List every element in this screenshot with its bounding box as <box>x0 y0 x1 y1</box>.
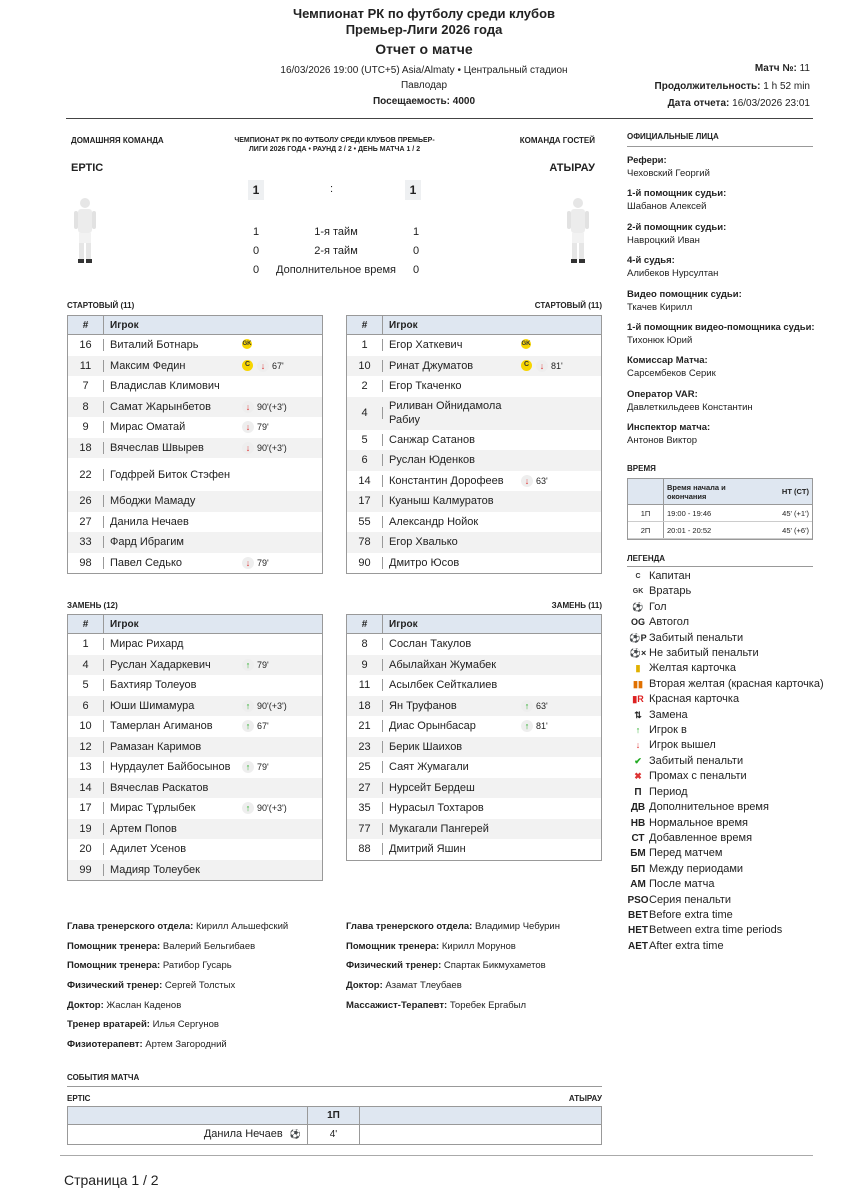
player-number: 22 <box>68 469 104 481</box>
report-date: Дата отчета: 16/03/2026 23:01 <box>667 98 810 109</box>
player-row <box>68 532 322 553</box>
home-kit-icon <box>70 195 100 265</box>
player-name: Александр Нойок <box>389 515 479 528</box>
player-row <box>68 417 322 438</box>
player-number: 4 <box>68 659 104 671</box>
player-number: 17 <box>347 495 383 507</box>
player-name: Саят Жумагали <box>389 761 469 774</box>
player-number: 13 <box>68 761 104 773</box>
player-name: Максим Федин <box>110 359 186 372</box>
penalty-scored-icon: ⚽P <box>629 632 647 643</box>
yellow-card-icon: ▮ <box>635 663 641 674</box>
player-row <box>347 798 601 819</box>
legend-item: ▮R Красная карточка <box>627 692 827 707</box>
player-number: 8 <box>347 638 383 650</box>
player-number: 8 <box>68 401 104 413</box>
player-name: Юши Шимамура <box>110 699 195 712</box>
period-row: 0 Дополнительное время 0 <box>252 263 420 276</box>
player-row <box>68 798 322 819</box>
legend-item: BET Before extra time <box>627 908 827 923</box>
goal-icon: ⚽ <box>632 601 644 612</box>
player-number: 11 <box>347 679 383 691</box>
away-starting-label: СТАРТОВЫЙ (11) <box>534 301 602 310</box>
legend-title: ЛЕГЕНДА <box>627 554 666 563</box>
legend-item: ▮ Желтая карточка <box>627 661 827 676</box>
player-name: Самат Жарынбетов <box>110 400 212 413</box>
away-subs-table: # Игрок 8 Сослан Такулов 9 Абылайхан Жумабек 11 Асылбек Сейткалиев 18 Ян Труфанов ↑ 63' 21 Диас Орынбасар ↑ 81' 23 Берик Шаихов 25 Саят Жумагали 27 Нурсейт Бердеш 35 Нурасыл Тохтаров 77 Мукагали Пангерей 88 Дмитрий Яшин <box>346 614 602 861</box>
substitution-time: 67' <box>272 360 284 371</box>
player-row <box>68 458 322 491</box>
player-number: 35 <box>347 802 383 814</box>
official-entry: Инспектор матча: Антонов Виктор <box>627 422 711 447</box>
score-separator: : <box>330 183 334 195</box>
staff-member: Помощник тренера: Кирилл Морунов <box>346 940 516 952</box>
added-time-abbr: СТ <box>631 832 645 844</box>
player-number: 5 <box>68 679 104 691</box>
player-number: 10 <box>68 720 104 732</box>
legend-item: PSO Серия пенальти <box>627 893 827 908</box>
player-name: Мирас Рихард <box>110 638 184 651</box>
substitution-time: 90'(+3') <box>257 700 287 711</box>
red-card-icon: ▮R <box>632 694 644 705</box>
player-number: 77 <box>347 823 383 835</box>
home-starting-label: СТАРТОВЫЙ (11) <box>67 301 135 310</box>
player-row <box>68 696 322 717</box>
away-team-label: КОМАНДА ГОСТЕЙ <box>519 136 595 145</box>
staff-member: Физический тренер: Спартак Бикмухаметов <box>346 960 546 972</box>
player-row <box>68 675 322 696</box>
player-row <box>68 335 322 356</box>
player-name: Адилет Усенов <box>110 843 187 856</box>
official-entry: Видео помощник судьи: Ткачев Кирилл <box>627 288 742 313</box>
events-divider <box>67 1086 602 1087</box>
player-row <box>68 491 322 512</box>
home-subs-label: ЗАМЕНЬ (12) <box>67 601 118 610</box>
player-name: Артем Попов <box>110 822 177 835</box>
player-row <box>347 430 601 451</box>
player-name: Мбоджи Мамаду <box>110 495 196 508</box>
player-row <box>347 376 601 397</box>
staff-member: Глава тренерского отдела: Владимир Чебурин <box>346 921 560 932</box>
legend-item: АМ После матча <box>627 877 827 892</box>
player-out-icon: ↓ <box>635 740 641 751</box>
away-team-name: АТЫРАУ <box>549 162 595 174</box>
before-extra-time-abbr: BET <box>628 909 648 921</box>
legend-item: БП Между периодами <box>627 862 827 877</box>
player-in-icon: ↑ <box>635 725 641 736</box>
player-row <box>68 716 322 737</box>
player-out-icon: ↓ <box>242 557 254 569</box>
player-name: Фард Ибрагим <box>110 536 184 549</box>
player-number: 21 <box>347 720 383 732</box>
official-entry: Рефери: Чеховский Георгий <box>627 155 710 179</box>
staff-member: Доктор: Азамат Тлеубаев <box>346 980 462 992</box>
player-number: 98 <box>68 557 104 569</box>
player-row <box>347 634 601 655</box>
legend-item: ⚽P Забитый пенальти <box>627 631 827 646</box>
player-number: 20 <box>68 843 104 855</box>
player-out-icon: ↓ <box>242 442 254 454</box>
player-number: 2 <box>347 380 383 392</box>
legend-item: ⚽ Гол <box>627 600 827 615</box>
player-out-icon: ↓ <box>536 360 548 372</box>
player-name: Рамазан Каримов <box>110 740 202 753</box>
player-name: Сослан Такулов <box>389 638 472 651</box>
player-number: 4 <box>347 407 383 419</box>
player-name: Дмитрий Яшин <box>389 843 466 856</box>
event-row: Данила Нечаев ⚽ 4' <box>68 1125 601 1144</box>
player-name: Мукагали Пангерей <box>389 822 489 835</box>
player-out-icon: ↓ <box>242 421 254 433</box>
player-number: 88 <box>347 843 383 855</box>
player-number: 78 <box>347 536 383 548</box>
player-number: 9 <box>68 421 104 433</box>
player-row <box>347 675 601 696</box>
officials-list <box>627 155 817 456</box>
period-scores <box>246 222 426 279</box>
player-number: 14 <box>68 782 104 794</box>
between-periods-abbr: БП <box>630 863 646 875</box>
player-in-icon: ↑ <box>242 659 254 671</box>
player-row <box>347 397 601 430</box>
player-name: Нурасыл Тохтаров <box>389 802 484 815</box>
player-name: Вячеслав Швырев <box>110 441 204 454</box>
player-name: Егор Хаткевич <box>389 339 463 352</box>
player-number: 27 <box>68 516 104 528</box>
player-name: Бахтияр Толеуов <box>110 679 197 692</box>
player-row <box>68 553 322 574</box>
player-name: Вячеслав Раскатов <box>110 781 209 794</box>
player-row <box>347 335 601 356</box>
player-number: 1 <box>347 339 383 351</box>
player-row <box>347 512 601 533</box>
player-row <box>347 737 601 758</box>
player-name: Санжар Сатанов <box>389 433 475 446</box>
player-row <box>68 376 322 397</box>
player-name: Абылайхан Жумабек <box>389 658 497 671</box>
player-name: Тамерлан Агиманов <box>110 720 213 733</box>
player-row <box>347 655 601 676</box>
player-row <box>347 532 601 553</box>
player-name: Руслан Хадаркевич <box>110 658 211 671</box>
match-city: Павлодар <box>400 80 448 91</box>
player-out-icon: ↓ <box>521 475 533 487</box>
player-name: Нурсейт Бердеш <box>389 781 475 794</box>
away-staff <box>346 920 616 1018</box>
player-name: Дмитро Юсов <box>389 556 460 569</box>
substitution-time: 79' <box>257 557 269 568</box>
legend-item: ✖ Промах с пенальти <box>627 769 827 784</box>
legend-item: C Капитан <box>627 569 827 584</box>
player-name: Годфрей Биток Стэфен <box>110 468 231 481</box>
substitution-icon: ⇅ <box>634 709 642 720</box>
match-number: Матч №: 11 <box>754 63 810 74</box>
player-row <box>68 737 322 758</box>
second-yellow-icon: ▮▮ <box>633 678 643 689</box>
player-out-icon: ↓ <box>242 401 254 413</box>
staff-member: Тренер вратарей: Илья Сергунов <box>67 1019 219 1031</box>
player-number: 10 <box>347 360 383 372</box>
away-score: 1 <box>405 180 421 200</box>
home-starting-table: # Игрок 16 Виталий Ботнарь GK 11 Максим Федин C ↓ 67' 7 Владислав Климович 8 Самат Жарынбетов ↓ 90'(+3') 9 Мирас Оматай ↓ 79' 18 Вячеслав Швырев ↓ 90'(+3') 22 Годфрей Биток Стэфен 26 Мбоджи Мамаду 27 Данила Нечаев 33 Фард Ибрагим 98 Павел Седько ↓ 79' <box>67 315 323 574</box>
player-row <box>347 450 601 471</box>
player-number: 12 <box>68 741 104 753</box>
period-row: 1 1-я тайм 1 <box>252 225 420 238</box>
player-row <box>68 655 322 676</box>
legend-item: ⚽× Не забитый пенальти <box>627 646 827 661</box>
player-number: 16 <box>68 339 104 351</box>
player-name: Мадияр Толеубек <box>110 863 200 876</box>
player-row <box>347 819 601 840</box>
player-row <box>68 860 322 881</box>
player-number: 7 <box>68 380 104 392</box>
page-number: Страница 1 / 2 <box>64 1172 159 1188</box>
substitution-time: 63' <box>536 475 548 486</box>
officials-title: ОФИЦИАЛЬНЫЕ ЛИЦА <box>627 132 719 141</box>
legend-item: AET After extra time <box>627 939 827 954</box>
player-out-icon: ↓ <box>257 360 269 372</box>
away-subs-label: ЗАМЕНЬ (11) <box>551 601 602 610</box>
before-match-abbr: БМ <box>630 848 646 860</box>
player-number: 99 <box>68 864 104 876</box>
events-away-team: АТЫРАУ <box>568 1094 602 1103</box>
player-row <box>68 397 322 418</box>
player-number: 6 <box>68 700 104 712</box>
player-name: Берик Шаихов <box>389 740 463 753</box>
substitution-time: 79' <box>257 762 269 772</box>
player-name: Ян Труфанов <box>389 699 457 712</box>
staff-member: Массажист-Терапевт: Торебек Ергабыл <box>346 999 527 1011</box>
goalkeeper-icon: GK <box>242 341 252 347</box>
player-row <box>347 839 601 860</box>
player-row <box>347 716 601 737</box>
legend-item: GK Вратарь <box>627 584 827 599</box>
official-entry: Оператор VAR: Давлеткильдеев Константин <box>627 388 753 413</box>
player-name: Диас Орынбасар <box>389 720 476 733</box>
period-row: 0 2-я тайм 0 <box>252 244 420 257</box>
competition-name: ЧЕМПИОНАТ РК ПО ФУТБОЛУ СРЕДИ КЛУБОВ ПРЕМЬЕР-ЛИГИ 2026 ГОДА • РАУНД 2 / 2 • ДЕНЬ МАТЧА 1 / 2 <box>234 137 435 153</box>
after-match-abbr: АМ <box>630 879 646 891</box>
player-row <box>347 778 601 799</box>
player-in-icon: ↑ <box>242 761 254 773</box>
legend-item: ▮▮ Вторая желтая (красная карточка) <box>627 677 827 692</box>
player-in-icon: ↑ <box>242 802 254 814</box>
player-name: Данила Нечаев <box>110 515 189 528</box>
player-row <box>68 438 322 459</box>
goalkeeper-icon: GK <box>521 341 531 347</box>
staff-member: Помощник тренера: Валерий Бельгибаев <box>67 940 256 952</box>
player-number: 11 <box>68 360 104 372</box>
legend-item: ✔ Забитый пенальти <box>627 754 827 769</box>
home-score: 1 <box>248 180 264 200</box>
substitution-time: 90'(+3') <box>257 803 287 813</box>
after-extra-time-abbr: AET <box>628 940 648 952</box>
player-name: Асылбек Сейткалиев <box>389 679 498 692</box>
legend-item: ↓ Игрок вышел <box>627 738 827 753</box>
player-in-icon: ↑ <box>242 700 254 712</box>
player-name: Виталий Ботнарь <box>110 339 199 352</box>
player-number: 17 <box>68 802 104 814</box>
player-row <box>347 491 601 512</box>
normal-time-abbr: НВ <box>630 817 646 829</box>
player-name: Нурдаулет Байбосынов <box>110 761 231 774</box>
player-number: 19 <box>68 823 104 835</box>
player-name: Руслан Юденков <box>389 454 476 467</box>
check-icon: ✔ <box>634 755 642 766</box>
substitution-time: 90'(+3') <box>257 442 287 453</box>
home-subs-table: # Игрок 1 Мирас Рихард 4 Руслан Хадаркевич ↑ 79' 5 Бахтияр Толеуов 6 Юши Шимамура ↑ 90'(+3') 10 Тамерлан Агиманов ↑ 67' 12 Рамазан Каримов 13 Нурдаулет Байбосынов ↑ 79' 14 Вячеслав Раскатов 17 Мирас Тұрлыбек ↑ 90'(+3') 19 Артем Попов 20 Адилет Усенов 99 Мадияр Толеубек <box>67 614 323 881</box>
player-row <box>68 819 322 840</box>
cross-icon: ✖ <box>634 771 642 782</box>
player-number: 18 <box>347 700 383 712</box>
player-number: 5 <box>347 434 383 446</box>
events-title: СОБЫТИЯ МАТЧА <box>67 1073 140 1082</box>
substitution-time: 90'(+3') <box>257 401 287 412</box>
goal-icon: ⚽ <box>289 1129 301 1139</box>
player-row <box>347 757 601 778</box>
report-subtitle: Отчет о матче <box>375 41 473 57</box>
events-home-team: ЕРТІС <box>67 1094 91 1103</box>
player-name: Павел Седько <box>110 556 182 569</box>
staff-member: Помощник тренера: Ратибор Гусарь <box>67 960 232 972</box>
player-row <box>68 778 322 799</box>
substitution-time: 81' <box>551 360 563 371</box>
captain-icon: C <box>521 360 532 371</box>
player-row <box>68 757 322 778</box>
penalty-shootout-abbr: PSO <box>627 894 649 906</box>
player-name: Куаныш Калмуратов <box>389 495 494 508</box>
legend-item: БМ Перед матчем <box>627 846 827 861</box>
player-row <box>347 696 601 717</box>
player-name: Мирас Оматай <box>110 421 186 434</box>
player-name: Константин Дорофеев <box>389 474 504 487</box>
player-in-icon: ↑ <box>521 720 533 732</box>
legend-item: П Период <box>627 785 827 800</box>
player-row <box>347 356 601 377</box>
period-abbr: П <box>634 786 642 798</box>
player-row <box>347 553 601 574</box>
player-number: 23 <box>347 741 383 753</box>
player-number: 26 <box>68 495 104 507</box>
player-name: Владислав Климович <box>110 380 220 393</box>
staff-member: Доктор: Жаслан Каденов <box>67 999 182 1011</box>
footer-divider <box>60 1155 813 1156</box>
player-number: 6 <box>347 454 383 466</box>
captain-icon: C <box>635 573 641 580</box>
time-table: Время начала и окончания HT (CT) 1П 19:00 - 19:46 45' (+1') 2П 20:01 - 20:52 45' (+6') <box>627 478 813 540</box>
legend-item: СТ Добавленное время <box>627 831 827 846</box>
player-in-icon: ↑ <box>242 720 254 732</box>
officials-divider <box>627 146 813 147</box>
official-entry: 4-й судья: Алибеков Нурсултан <box>627 255 719 280</box>
captain-icon: C <box>242 360 253 371</box>
substitution-time: 79' <box>257 659 269 670</box>
legend-item: НВ Нормальное время <box>627 816 827 831</box>
legend-list <box>627 569 827 954</box>
player-number: 25 <box>347 761 383 773</box>
player-in-icon: ↑ <box>521 700 533 712</box>
legend-item: ДВ Дополнительное время <box>627 800 827 815</box>
player-name: Егор Ткаченко <box>389 380 462 393</box>
player-number: 55 <box>347 516 383 528</box>
time-row: 2П 20:01 - 20:52 45' (+6') <box>628 522 812 539</box>
substitution-time: 81' <box>536 721 548 731</box>
staff-member: Глава тренерского отдела: Кирилл Альшефский <box>67 921 289 932</box>
between-extra-abbr: HET <box>628 925 648 937</box>
legend-item: OG Автогол <box>627 615 827 630</box>
header-divider <box>66 118 813 119</box>
staff-member: Физиотерапевт: Артем Загородний <box>67 1039 227 1051</box>
staff-member: Физический тренер: Сергей Толстых <box>67 980 236 992</box>
match-duration: Продолжительность: 1 h 52 min <box>654 81 810 92</box>
time-row: 1П 19:00 - 19:46 45' (+1') <box>628 505 812 522</box>
official-entry: Комиссар Матча: Сарсембеков Серик <box>627 355 716 380</box>
time-title: ВРЕМЯ <box>627 464 656 473</box>
legend-divider <box>627 566 813 567</box>
player-row <box>347 471 601 492</box>
report-title-line1: Чемпионат РК по футболу среди клубов <box>292 6 555 21</box>
attendance: Посещаемость: 4000 <box>372 96 476 107</box>
away-starting-table: # Игрок 1 Егор Хаткевич GK 10 Ринат Джуматов C ↓ 81' 2 Егор Ткаченко 4 Риливан Ойнидамола Рабиу 5 Санжар Сатанов 6 Руслан Юденков 14 Константин Дорофеев ↓ 63' 17 Куаныш Калмуратов 55 Александр Нойок 78 Егор Хвалько 90 Дмитро Юсов <box>346 315 602 574</box>
player-row <box>68 512 322 533</box>
home-staff <box>67 920 337 1058</box>
player-number: 1 <box>68 638 104 650</box>
events-table <box>67 1106 602 1145</box>
goalkeeper-icon: GK <box>632 588 644 596</box>
own-goal-icon: OG <box>630 617 645 628</box>
report-title-line2: Премьер-Лиги 2026 года <box>345 22 503 37</box>
substitution-time: 67' <box>257 721 269 731</box>
player-number: 14 <box>347 475 383 487</box>
match-date-venue: 16/03/2026 19:00 (UTC+5) Asia/Almaty • Центральный стадион <box>280 65 568 76</box>
player-number: 18 <box>68 442 104 454</box>
substitution-time: 79' <box>257 422 269 432</box>
official-entry: 1-й помощник видео-помощника судьи: Тихонюк Юрий <box>627 321 815 346</box>
official-entry: 1-й помощник судьи: Шабанов Алексей <box>627 188 727 213</box>
player-row <box>68 839 322 860</box>
home-team-name: ЕРТІС <box>71 162 104 174</box>
official-entry: 2-й помощник судьи: Навроцкий Иван <box>627 221 727 246</box>
player-number: 90 <box>347 557 383 569</box>
events-period-header: 1П <box>308 1107 360 1124</box>
player-name: Риливан Ойнидамола Рабиу <box>389 400 502 426</box>
away-kit-icon <box>563 195 593 265</box>
extra-time-abbr: ДВ <box>630 802 646 814</box>
legend-item: ↑ Игрок в <box>627 723 827 738</box>
player-name: Егор Хвалько <box>389 536 458 549</box>
legend-item: ⇅ Замена <box>627 708 827 723</box>
player-row <box>68 356 322 377</box>
substitution-time: 63' <box>536 700 548 711</box>
player-number: 9 <box>347 659 383 671</box>
player-row <box>68 634 322 655</box>
player-number: 27 <box>347 782 383 794</box>
legend-item: HET Between extra time periods <box>627 923 827 938</box>
player-name: Ринат Джуматов <box>389 359 474 372</box>
penalty-missed-icon: ⚽× <box>629 648 647 659</box>
home-team-label: ДОМАШНЯЯ КОМАНДА <box>71 136 164 145</box>
player-name: Мирас Тұрлыбек <box>110 802 196 815</box>
player-number: 33 <box>68 536 104 548</box>
